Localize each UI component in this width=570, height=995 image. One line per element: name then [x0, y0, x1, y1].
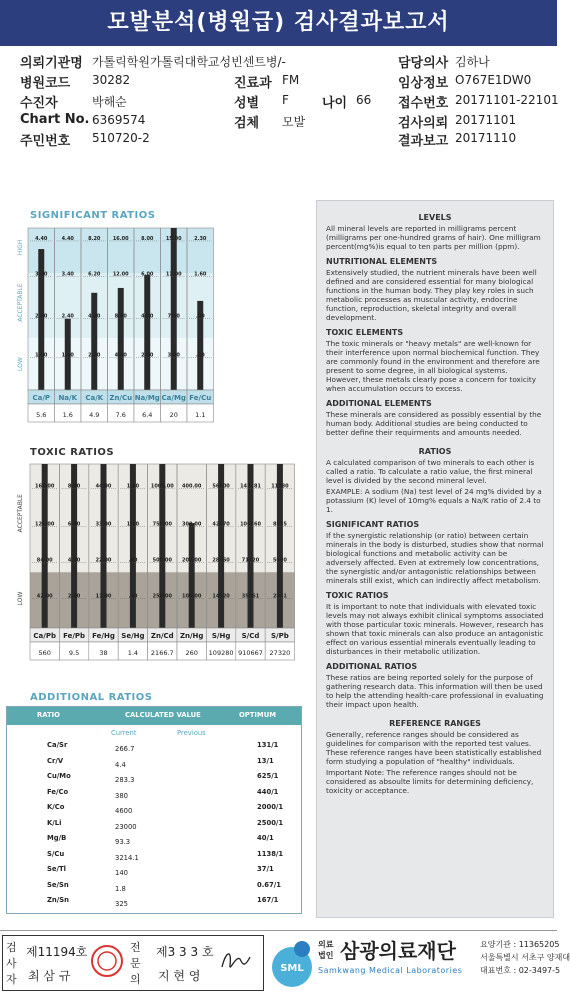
value-label: 260	[185, 649, 198, 657]
level-label: 6.60	[67, 521, 81, 528]
reference-note: Important Note: The reference ranges should not be considered as absoulte limits for determining deficiency, toxicity or acceptance.	[326, 768, 534, 795]
sml-logo-icon	[268, 937, 316, 989]
level-label: 14220	[212, 593, 230, 600]
level-label: 8.00	[141, 235, 154, 242]
addr-2: 서울특별시 서초구 양재대	[480, 953, 570, 962]
band-label: ACCEPTABLE	[17, 283, 24, 322]
reference-text: Generally, reference ranges should be considered as guidelines for comparison with the reported test values. These reference ranges have been statistically established form studying a population of "healthy" individuals.	[326, 730, 542, 766]
value-label: 4.9	[89, 411, 100, 419]
request-value: 20171101	[455, 113, 517, 127]
optimum-cell: 2500/1	[257, 818, 284, 827]
category-label: S/Cd	[241, 632, 260, 640]
level-label: 4.40	[61, 235, 74, 242]
addr-1: 요양기관 : 11365205	[480, 940, 560, 949]
category-label: Zn/Cd	[150, 632, 174, 640]
level-label: 1.60	[126, 483, 140, 490]
significant-ratios-chart	[0, 220, 312, 452]
handwritten-signature	[218, 945, 254, 977]
value-label: 910667	[238, 649, 263, 657]
current-cell: 325	[115, 900, 128, 908]
ratio-cell: K/Li	[47, 818, 62, 827]
level-label: 16.00	[112, 235, 129, 242]
value-label: 38	[99, 649, 108, 657]
level-label: 71120	[241, 557, 260, 564]
tester-license: 제11194호	[26, 945, 88, 959]
org-english: Samkwang Medical Laboratories	[318, 966, 463, 975]
receipt-label: 접수번호	[398, 96, 449, 111]
charts-panel	[0, 200, 312, 920]
receipt-value: 20171101-22101	[455, 93, 559, 107]
level-label: 4.40	[35, 235, 48, 242]
bar-Ca/K	[91, 293, 97, 390]
report-title: 모발분석(병원급) 검사결과보고서	[0, 0, 557, 46]
additional-ratios-table	[6, 706, 302, 914]
tester-v3: 자	[6, 973, 17, 986]
table-row	[7, 819, 301, 832]
optimum-cell: 625/1	[257, 772, 279, 780]
category-label: S/Pb	[271, 632, 289, 640]
doctor-label: 담당의사	[398, 56, 449, 71]
ratio-cell: Ca/Sr	[47, 741, 68, 749]
levels-text: All mineral levels are reported in milligrams percent (milligrams per one-hundred grams of hair). One milligram percent(mg%)is equal to ten parts per million (ppm).	[326, 224, 541, 251]
current-cell: 140	[115, 869, 128, 877]
value-label: 2166.7	[150, 649, 174, 657]
category-label: Na/K	[58, 394, 78, 402]
level-label: 35561	[241, 593, 260, 600]
category-label: Fe/Cu	[189, 394, 212, 402]
code-label: 병원코드	[20, 76, 71, 91]
dept-label: 진료과	[234, 76, 272, 91]
level-label: .40	[128, 593, 138, 600]
org-small-1: 의료	[318, 940, 334, 949]
additional-title: ADDITIONAL RATIOS	[30, 692, 153, 703]
ratio-cell: Se/Sn	[47, 880, 69, 889]
current-cell: 23000	[115, 822, 137, 831]
clinical-label: 임상정보	[398, 76, 449, 91]
level-label: 5690	[272, 557, 287, 564]
col-current: Current	[111, 729, 137, 737]
level-label: 2.20	[67, 593, 81, 600]
level-label: 11.00	[95, 593, 112, 600]
tester-v2: 사	[6, 957, 17, 970]
category-label: Ca/P	[32, 394, 51, 402]
value-label: 20	[169, 411, 178, 419]
value-label: 1.6	[62, 411, 73, 419]
table-row	[7, 757, 301, 770]
ratio-cell: Fe/Co	[47, 787, 69, 796]
ratio-cell: Mg/B	[47, 834, 67, 842]
specialist-v3: 의	[130, 973, 141, 986]
reference-heading: REFERENCE RANGES	[389, 719, 481, 728]
dept-value: FM	[282, 73, 300, 87]
band-0	[28, 228, 214, 273]
level-label: .20	[195, 352, 205, 359]
band-label: ACCEPTABLE	[17, 494, 24, 533]
sig-title: SIGNIFICANT RATIOS	[30, 210, 156, 221]
table-row	[7, 881, 301, 894]
additional-ratios-heading: ADDITIONAL RATIOS	[326, 662, 418, 671]
current-cell: 1.8	[115, 884, 126, 893]
toxic-ratios-text: It is important to note that individuals with elevated toxic levels may not always exhibit clinical symptoms associated with those particular toxic minerals. However, research has shown that toxic minerals can also produce an antagonistic effect on various essential minerals eventually leading to disturbances in their metabolic utilization.	[326, 602, 544, 656]
level-label: 6.20	[88, 271, 101, 278]
optimum-cell: 440/1	[257, 787, 279, 796]
patient-value: 박해순	[92, 95, 127, 109]
level-label: 44.00	[95, 483, 112, 490]
bar-Na/Mg	[144, 275, 150, 390]
table-row	[7, 772, 301, 785]
nutritional-text: Extensively studied, the nutrient minerals have been well defined and are considered essential for many biological functions in the human body. They play key roles in such metabolic processes as muscular activity, endocrine function, reproduction, skeletal integrity and overall development.	[326, 268, 537, 322]
additional-text: These minerals are considered as possibly essential by the human body. Additional studies are being conducted to better define their requirments and amounts needed.	[326, 410, 542, 437]
current-cell: 283.3	[115, 776, 135, 784]
value-label: 1.4	[127, 649, 139, 657]
value-label: 6.4	[142, 411, 153, 419]
level-label: 1.60	[194, 271, 207, 278]
level-label: 1000.00	[150, 483, 174, 490]
optimum-cell: 131/1	[257, 741, 279, 749]
level-label: 106560	[240, 521, 261, 528]
bar-Zn/Hg	[189, 523, 195, 628]
category-label: Se/Hg	[121, 632, 145, 640]
band-label: LOW	[17, 357, 24, 371]
level-label: .80	[128, 557, 138, 564]
optimum-cell: 37/1	[257, 865, 274, 873]
value-label: 1.1	[195, 411, 206, 419]
level-label: 8.20	[88, 235, 101, 242]
level-label: 400.00	[182, 483, 202, 490]
levels-heading: LEVELS	[418, 213, 452, 222]
org-small-2: 법인	[318, 951, 334, 960]
level-label: 11380	[271, 483, 289, 490]
tester-name: 최 삼 규	[28, 969, 71, 983]
request-label: 검사의뢰	[398, 116, 449, 131]
level-label: 2.40	[61, 313, 74, 320]
level-label: 142281	[240, 483, 261, 490]
ratios-example: EXAMPLE: A sodium (Na) test level of 24 mg% divided by a potassium (K) level of 10mg% equals a Na/K ratio of 2.4 to 1.	[326, 487, 542, 514]
specialist-v1: 전	[130, 941, 141, 954]
doctor-value: 김하나	[455, 55, 490, 69]
value-label: 109280	[208, 649, 234, 657]
level-label: 2.60	[35, 313, 48, 320]
value-label: 5.6	[36, 411, 47, 419]
specimen-label: 검체	[234, 116, 260, 131]
level-label: 3.60	[35, 271, 48, 278]
notes-panel	[316, 200, 554, 918]
level-label: 4.40	[67, 557, 81, 564]
chart-label: Chart No.	[20, 112, 90, 127]
category-label: Ca/K	[85, 394, 104, 402]
optimum-cell: 40/1	[257, 834, 274, 842]
col-ratio: RATIO	[37, 711, 60, 719]
level-label: 200.00	[182, 557, 202, 564]
ratio-cell: K/Co	[47, 803, 65, 811]
sml-logo-text: SML	[280, 963, 304, 974]
level-label: 33.00	[95, 521, 112, 528]
bar-Ca/Mg	[171, 228, 177, 390]
specialist-name: 지 현 영	[158, 969, 201, 983]
table-header	[7, 707, 301, 725]
table-row	[7, 865, 301, 878]
bar-Zn/Cu	[118, 288, 124, 390]
band-label: LOW	[17, 591, 24, 606]
level-label: 3.40	[61, 271, 74, 278]
level-label: 42.00	[36, 593, 53, 600]
org-name: 삼광의료재단	[340, 939, 456, 963]
id-value: 510720-2	[92, 131, 150, 145]
table-row	[7, 741, 301, 754]
level-label: 42670	[212, 521, 230, 528]
level-label: 1.20	[126, 521, 140, 528]
level-label: 8.00	[114, 313, 127, 320]
current-cell: 93.3	[115, 838, 131, 846]
col-calc: CALCULATED VALUE	[125, 711, 201, 719]
additional-ratios-text: These ratios are being reported solely for the purpose of gathering research data. This information will then be used to help the attending health-care professional in evaluating their impact upon health.	[326, 673, 544, 709]
toxic-ratios-chart	[0, 458, 312, 678]
ratio-cell: Zn/Sn	[47, 896, 69, 904]
ratios-heading: RATIOS	[418, 447, 452, 456]
category-label: Ca/Mg	[161, 394, 186, 402]
age-label: 나이	[322, 96, 348, 111]
level-label: 4.00	[114, 352, 127, 359]
current-cell: 3214.1	[115, 853, 139, 862]
addr-3: 대표번호 : 02-3497-5	[480, 966, 561, 975]
level-label: 84.00	[36, 557, 53, 564]
category-label: Zn/Cu	[109, 394, 133, 402]
level-label: 3.00	[167, 352, 180, 359]
level-label: 168.00	[35, 483, 55, 490]
level-label: 126.00	[35, 521, 55, 528]
value-label: 560	[38, 649, 51, 657]
ratio-cell: Cu/Mo	[47, 772, 71, 780]
level-label: 8.80	[67, 483, 81, 490]
current-cell: 266.7	[115, 745, 135, 753]
patient-info	[0, 46, 557, 154]
category-label: Ca/Pb	[33, 632, 56, 640]
id-label: 주민번호	[20, 134, 71, 149]
table-row	[7, 788, 301, 801]
table-row	[7, 834, 301, 847]
value-label: 7.6	[115, 411, 126, 419]
level-label: .90	[195, 313, 205, 320]
current-cell: 4600	[115, 807, 133, 815]
optimum-cell: 167/1	[257, 896, 279, 904]
chart-value: 6369574	[92, 113, 146, 127]
table-row	[7, 850, 301, 863]
col-previous: Previous	[177, 729, 206, 737]
clinical-value: O767E1DW0	[455, 73, 532, 87]
level-label: 300.00	[182, 521, 202, 528]
toxic-text: The toxic minerals or "heavy metals" are well-known for their interference upon normal biochemical function. They are commonly found in the environment and therefore are present to some degree, in all biological systems. However, these metals clearly pose a concern for toxicity when accumulation occurs to excess.	[326, 339, 540, 393]
level-label: 500.00	[152, 557, 172, 564]
hospital-label: 의뢰기관명	[20, 56, 83, 71]
optimum-cell: 13/1	[257, 756, 274, 765]
tox-title: TOXIC RATIOS	[30, 447, 115, 458]
optimum-cell: 1138/1	[257, 849, 284, 858]
level-label: 8535	[272, 521, 287, 528]
level-label: 15.00	[165, 235, 182, 242]
category-label: Na/Mg	[134, 394, 160, 402]
category-label: Zn/Hg	[179, 632, 204, 640]
level-label: 4.00	[141, 313, 154, 320]
col-opt: OPTIMUM	[239, 711, 276, 719]
level-label: 11.00	[165, 271, 182, 278]
ratio-cell: Se/Tl	[47, 865, 66, 873]
sex-label: 성별	[234, 96, 260, 111]
level-label: 12.00	[112, 271, 129, 278]
significant-text: If the synergistic relationship (or ratio) between certain minerals in the body is disturbed, studies show that normal biological functions and metabolic activity can be adversely affected. Even at extremely low concentrations, the synergistic and/or antagonistic relationships between minerals still exist, which can indirectly affect metabolism.	[326, 531, 544, 585]
spacer	[0, 154, 557, 200]
category-label: Fe/Pb	[63, 632, 86, 640]
category-label: S/Hg	[211, 632, 231, 640]
value-label: 27320	[269, 649, 291, 657]
report-label: 결과보고	[398, 134, 449, 149]
ratios-text: A calculated comparison of two minerals to each other is called a ratio. To calculate a ratio value, the first mineral level is divided by the second mineral level.	[326, 458, 535, 485]
band-label: HIGH	[17, 239, 24, 256]
value-label: 9.5	[68, 649, 80, 657]
current-cell: 380	[115, 791, 128, 800]
report-value: 20171110	[455, 131, 517, 145]
toxic-ratios-heading: TOXIC RATIOS	[326, 591, 389, 600]
specialist-v2: 문	[130, 957, 141, 970]
level-label: 750.00	[152, 521, 172, 528]
level-label: 6.00	[141, 271, 154, 278]
level-label: 100.00	[182, 593, 202, 600]
level-label: 2.00	[141, 352, 154, 359]
seal-stamp	[90, 941, 124, 981]
table-row	[7, 896, 301, 909]
hospital-value: 가톨릭학원가톨릭대학교성빈센트병/-	[92, 55, 286, 69]
patient-label: 수진자	[20, 96, 58, 111]
signature-footer	[0, 930, 570, 995]
level-label: 2.20	[88, 352, 101, 359]
optimum-cell: 2000/1	[257, 803, 284, 811]
tester-v1: 검	[6, 941, 17, 954]
ratio-cell: S/Cu	[47, 849, 65, 858]
nutritional-heading: NUTRITIONAL ELEMENTS	[326, 257, 438, 266]
table-row	[7, 803, 301, 816]
sex-value: F	[282, 93, 289, 107]
code-value: 30282	[92, 73, 131, 87]
ratio-cell: Cr/V	[47, 756, 64, 765]
significant-heading: SIGNIFICANT RATIOS	[326, 520, 420, 529]
level-label: 1.60	[35, 352, 48, 359]
age-value: 66	[356, 93, 372, 107]
category-label: Fe/Hg	[92, 632, 115, 640]
current-cell: 4.4	[115, 760, 126, 769]
optimum-cell: 0.67/1	[257, 880, 281, 889]
level-label: 7.00	[167, 313, 180, 320]
level-label: 22.00	[95, 557, 112, 564]
specimen-value: 모발	[282, 115, 306, 129]
additional-heading: ADDITIONAL ELEMENTS	[326, 399, 432, 408]
specialist-license: 제3 3 3 호	[156, 945, 214, 959]
level-label: 4.20	[88, 313, 101, 320]
level-label: 28450	[212, 557, 230, 564]
toxic-heading: TOXIC ELEMENTS	[326, 328, 404, 337]
level-label: 56900	[212, 483, 230, 490]
level-label: 1.40	[61, 352, 74, 359]
level-label: 2.30	[194, 235, 207, 242]
level-label: 2841	[272, 593, 287, 600]
level-label: 250.00	[152, 593, 172, 600]
